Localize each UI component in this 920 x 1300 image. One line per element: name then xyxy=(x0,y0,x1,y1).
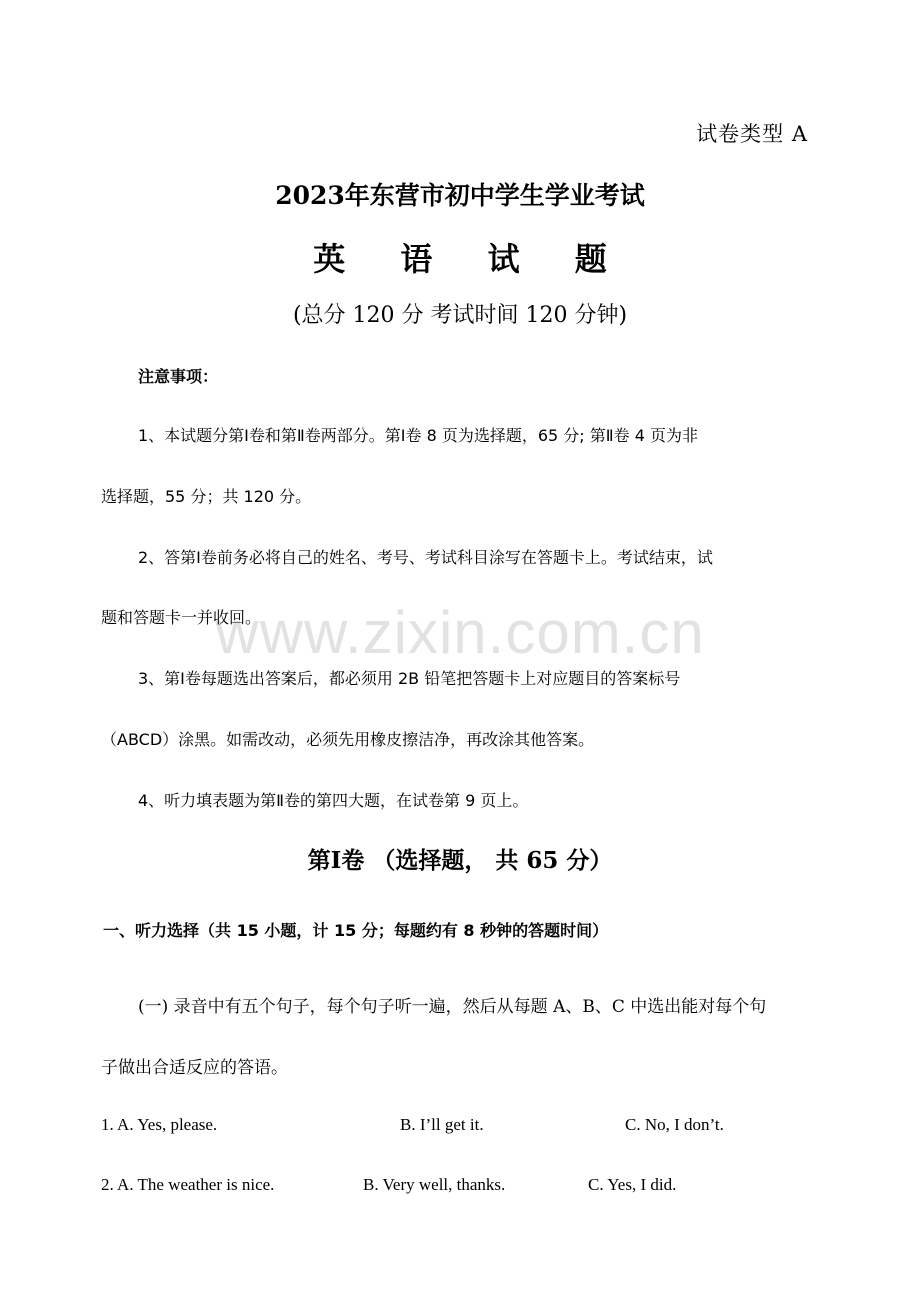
exam-title: 2023年东营市初中学生学业考试 xyxy=(275,181,645,210)
notice-item-4-line-1: 4、听力填表题为第Ⅱ卷的第四大题，在试卷第 9 页上。 xyxy=(138,791,529,810)
question-2-option-a: 2. A. The weather is nice. xyxy=(101,1175,275,1194)
watermark: www.zixin.com.cn xyxy=(215,599,705,666)
part1-title: 第Ⅰ卷 （选择题， 共 65 分） xyxy=(307,847,613,874)
notice-heading: 注意事项： xyxy=(138,367,219,386)
paper-type-label: 试卷类型 A xyxy=(696,122,808,146)
score-and-time: (总分 120 分 考试时间 120 分钟) xyxy=(292,303,628,328)
notice-item-3-line-1: 3、第Ⅰ卷每题选出答案后，都必须用 2B 铅笔把答题卡上对应题目的答案标号 xyxy=(138,669,681,688)
notice-item-2-line-1: 2、答第Ⅰ卷前务必将自己的姓名、考号、考试科目涂写在答题卡上。考试结束，试 xyxy=(138,548,713,567)
section1-instruction-line-2: 子做出合适反应的答语。 xyxy=(101,1058,288,1078)
question-2-option-c: C. Yes, I did. xyxy=(588,1175,677,1194)
notice-item-3-line-2: （ABCD）涂黑。如需改动，必须先用橡皮擦洁净，再改涂其他答案。 xyxy=(101,730,595,749)
section1-title: 一、听力选择（共 15 小题，计 15 分；每题约有 8 秒钟的答题时间） xyxy=(103,921,609,940)
notice-item-1-line-1: 1、本试题分第Ⅰ卷和第Ⅱ卷两部分。第Ⅰ卷 8 页为选择题，65 分; 第Ⅱ卷 4 页为非 xyxy=(138,426,698,445)
section1-instruction-line-1: (一) 录音中有五个句子，每个句子听一遍，然后从每题 A、B、C 中选出能对每个句 xyxy=(138,997,767,1017)
subject-title: 英 语 试 题 xyxy=(313,240,629,278)
question-1-option-c: C. No, I don’t. xyxy=(625,1115,724,1134)
notice-item-1-line-2: 选择题，55 分；共 120 分。 xyxy=(101,487,312,506)
notice-item-2-line-2: 题和答题卡一并收回。 xyxy=(101,608,262,627)
question-1-option-b: B. I’ll get it. xyxy=(400,1115,484,1134)
question-1-option-a: 1. A. Yes, please. xyxy=(101,1115,218,1134)
question-2-option-b: B. Very well, thanks. xyxy=(363,1175,506,1194)
